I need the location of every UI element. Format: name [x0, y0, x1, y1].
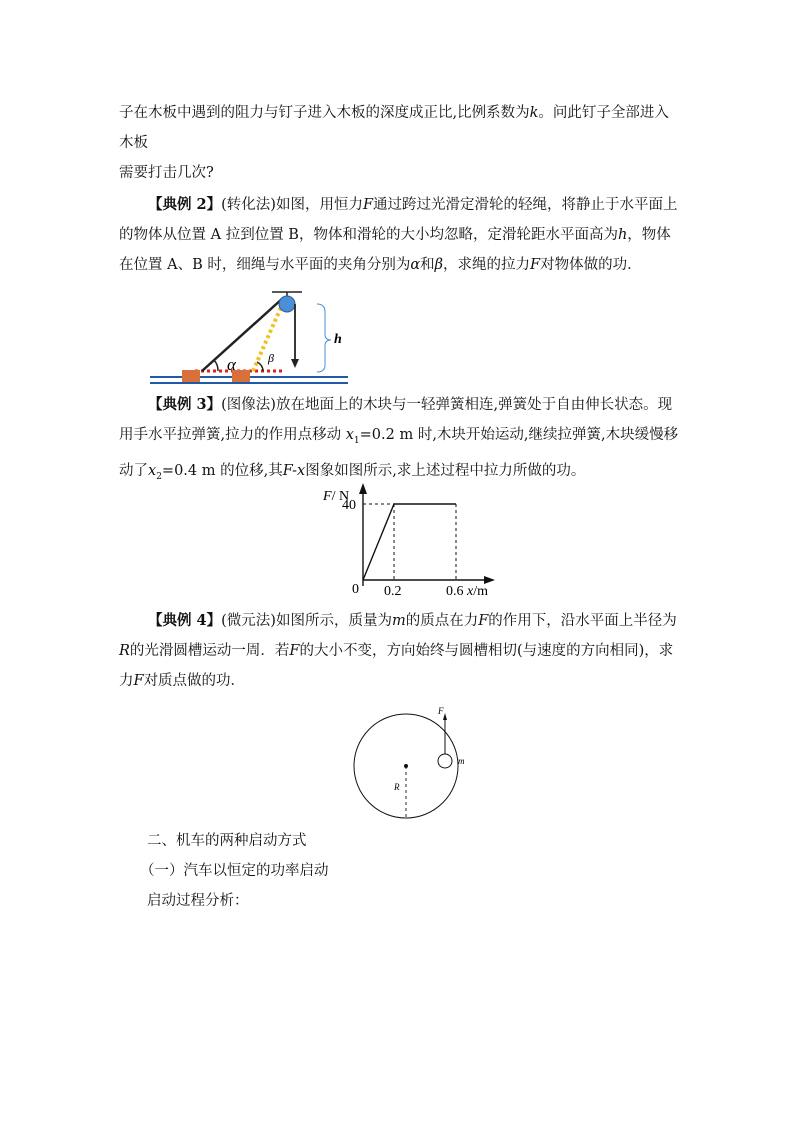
- beta-label: β: [268, 351, 274, 365]
- force-line-series: [363, 504, 456, 580]
- y-axis-label: F/ N: [323, 489, 350, 504]
- origin-label: 0: [352, 582, 359, 597]
- x-tick-label-0.6: 0.6: [446, 584, 464, 599]
- x-tick-label-0.2: 0.2: [384, 584, 402, 599]
- y-tick-label-40: 40: [342, 498, 356, 513]
- height-brace: [317, 304, 331, 372]
- section-2-heading: 二、机车的两种启动方式: [147, 833, 307, 849]
- x-axis-label: x/m: [467, 584, 488, 599]
- example-2-text: 【典例 2】(转化法)如图，用恒力F通过跨过光滑定滑轮的轻绳，将静止于水平面上的物体从位置 A 拉到位置 B，物体和滑轮的大小均忽略，定滑轮距水平面高为h，物体在位置 A、B 时，细绳与水平面的夹角分别为α和β，求绳的拉力F对物体做的功．: [119, 196, 678, 273]
- height-label: h: [334, 332, 342, 347]
- example-4-tag: 【典例 4】: [148, 612, 222, 629]
- force-arrow-down: [291, 359, 299, 368]
- example-3-tag: 【典例 3】: [148, 396, 222, 413]
- example-3-text: 【典例 3】(图像法)放在地面上的木块与一轻弹簧相连,弹簧处于自由伸长状态。现用手水平拉弹簧,拉力的作用点移动 $x_1=0.2$ m 时,木块开始运动,继续拉弹簧,木块缓慢移动了$x_2=0.4$ m 的位移,其F-x图象如图所示,求上述过程中拉力所做的功。: [119, 396, 679, 482]
- force-displacement-chart: [318, 480, 518, 605]
- top-paragraph: 子在木板中遇到的阻力与钉子进入木板的深度成正比,比例系数为k。问此钉子全部进入木板 需要打击几次?: [119, 105, 669, 181]
- radius-label: R: [394, 782, 400, 792]
- circular-track-figure: [345, 700, 485, 825]
- alpha-arc: [214, 360, 218, 371]
- alpha-label: α: [227, 355, 236, 374]
- pulley-wheel: [279, 296, 295, 312]
- startup-analysis-label: 启动过程分析：: [147, 893, 249, 909]
- example-2-tag: 【典例 2】: [148, 196, 222, 213]
- example-4-text: 【典例 4】(微元法)如图所示，质量为m的质点在力F的作用下，沿水平面上半径为R的光滑圆槽运动一周．若F的大小不变，方向始终与圆槽相切(与速度的方向相同)，求力F对质点做的功．: [119, 612, 677, 689]
- mass-label: m: [458, 756, 465, 766]
- force-arrow-up: [443, 713, 447, 720]
- x-axis-arrow: [484, 576, 495, 584]
- block-A: [182, 370, 200, 382]
- pulley-figure: [145, 282, 355, 390]
- force-label: F: [438, 706, 444, 716]
- mass-particle: [438, 754, 452, 768]
- section-2-subheading: （一）汽车以恒定的功率启动: [140, 863, 329, 879]
- y-axis-arrow: [359, 483, 367, 494]
